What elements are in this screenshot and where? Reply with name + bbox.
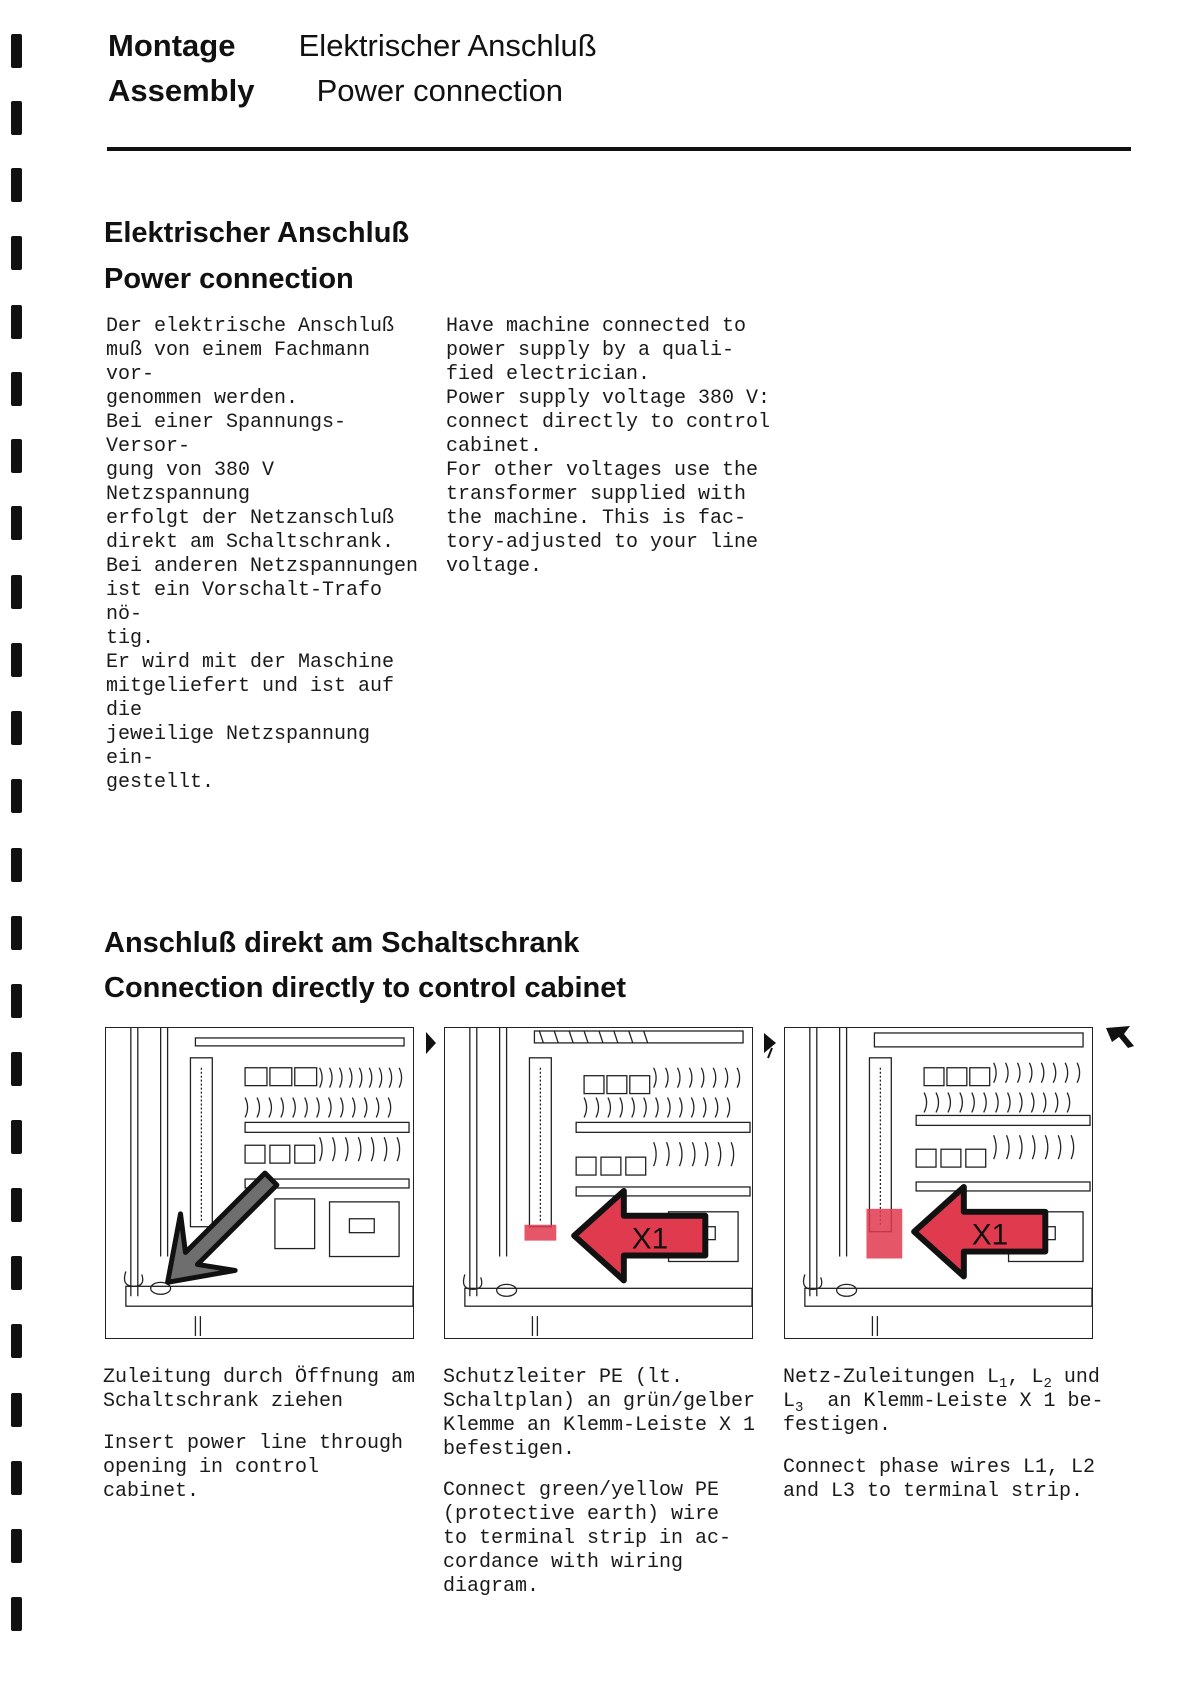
step3-illustration xyxy=(784,1027,1093,1339)
section1-text-de: Der elektrische Anschluß muß von einem Fachmann vor- genommen werden. Bei einer Spannungs-Versor- gung von 380 V Netzspannung erfolgt der Netzanschluß direkt am Schaltschrank. Bei anderen Netzspannungen ist ein Vorschalt-Trafo nö- tig. Er wird mit der Maschine mitgeliefert und ist auf die jeweilige Netzspannung ein- gestellt. xyxy=(106,315,419,794)
binding-mark xyxy=(11,984,22,1018)
section1-text-en: Have machine connected to power supply by a quali- fied electrician. Power supply voltage 380 V: connect directly to control cabinet. For other voltages use the transformer supplied with the machine. This is fac- tory-adjusted to your line voltage. xyxy=(446,315,771,578)
binding-mark xyxy=(11,305,22,339)
binding-mark xyxy=(11,1529,22,1563)
subscript: 1 xyxy=(999,1376,1008,1392)
step1-caption-de: Zuleitung durch Öffnung am Schaltschrank ziehen xyxy=(103,1366,416,1413)
binding-mark xyxy=(11,848,22,882)
corner-arrow-icon xyxy=(1104,1024,1136,1050)
binding-mark xyxy=(11,916,22,950)
binding-mark xyxy=(11,236,22,270)
step3-terminal-arrow xyxy=(914,1187,1045,1276)
section2-title-en: Connection directly to control cabinet xyxy=(104,972,627,1004)
header-row-en xyxy=(108,73,563,109)
cabinet-drawing xyxy=(445,1028,752,1338)
step2-illustration xyxy=(444,1027,753,1339)
section1-title-en: Power connection xyxy=(104,263,354,295)
header-topic-de: Elektrischer Anschluß xyxy=(298,28,597,63)
binding-mark xyxy=(11,439,22,473)
binding-mark xyxy=(11,1597,22,1631)
caption-text: an Klemm-Leiste X 1 be- festigen. xyxy=(783,1390,1104,1437)
header-row-de xyxy=(108,28,597,64)
binding-mark xyxy=(11,1120,22,1154)
subscript: 2 xyxy=(1043,1376,1052,1392)
step2-label: X1 xyxy=(631,1222,669,1256)
binding-mark xyxy=(11,1324,22,1358)
next-step-arrow-icon xyxy=(762,1030,778,1060)
binding-mark xyxy=(11,711,22,745)
section1-title-de: Elektrischer Anschluß xyxy=(104,217,410,249)
step3-label: X1 xyxy=(971,1218,1009,1252)
caption-text: Netz-Zuleitungen L xyxy=(783,1366,1000,1389)
cabinet-drawing xyxy=(106,1028,413,1338)
step2-terminal-arrow xyxy=(574,1191,705,1280)
caption-text: und L xyxy=(783,1366,1100,1413)
caption-text: , L xyxy=(1007,1366,1044,1389)
binding-mark xyxy=(11,1188,22,1222)
binding-mark xyxy=(11,101,22,135)
header-divider xyxy=(107,147,1131,151)
highlight-terminal xyxy=(866,1209,902,1259)
step1-insert-arrow xyxy=(168,1173,295,1288)
binding-mark xyxy=(11,575,22,609)
step3-caption-de xyxy=(783,1366,1113,1438)
binding-mark xyxy=(11,34,22,68)
header-category-de: Montage xyxy=(108,28,236,63)
section2-title-de: Anschluß direkt am Schaltschrank xyxy=(104,927,580,959)
binding-mark xyxy=(11,1256,22,1290)
binding-mark xyxy=(11,643,22,677)
cabinet-drawing xyxy=(785,1028,1092,1338)
binding-mark xyxy=(11,372,22,406)
binding-mark xyxy=(11,506,22,540)
next-step-arrow-icon xyxy=(424,1030,438,1056)
step1-illustration xyxy=(105,1027,414,1339)
step3-caption-en: Connect phase wires L1, L2 and L3 to terminal strip. xyxy=(783,1456,1096,1503)
step2-caption-de: Schutzleiter PE (lt. Schaltplan) an grün/gelber Klemme an Klemm-Leiste X 1 befestigen. xyxy=(443,1366,756,1461)
subscript: 3 xyxy=(795,1400,804,1416)
header-category-en: Assembly xyxy=(108,73,255,108)
header-topic-en: Power connection xyxy=(316,73,564,108)
step1-caption-en: Insert power line through opening in control cabinet. xyxy=(103,1432,404,1503)
binding-mark xyxy=(11,1052,22,1086)
highlight-terminal xyxy=(524,1225,556,1241)
binding-mark xyxy=(11,1393,22,1427)
step2-caption-en: Connect green/yellow PE (protective earth) wire to terminal strip in ac- cordance with wiring diagram. xyxy=(443,1479,732,1598)
binding-mark xyxy=(11,1461,22,1495)
binding-mark xyxy=(11,779,22,813)
binding-mark xyxy=(11,168,22,202)
